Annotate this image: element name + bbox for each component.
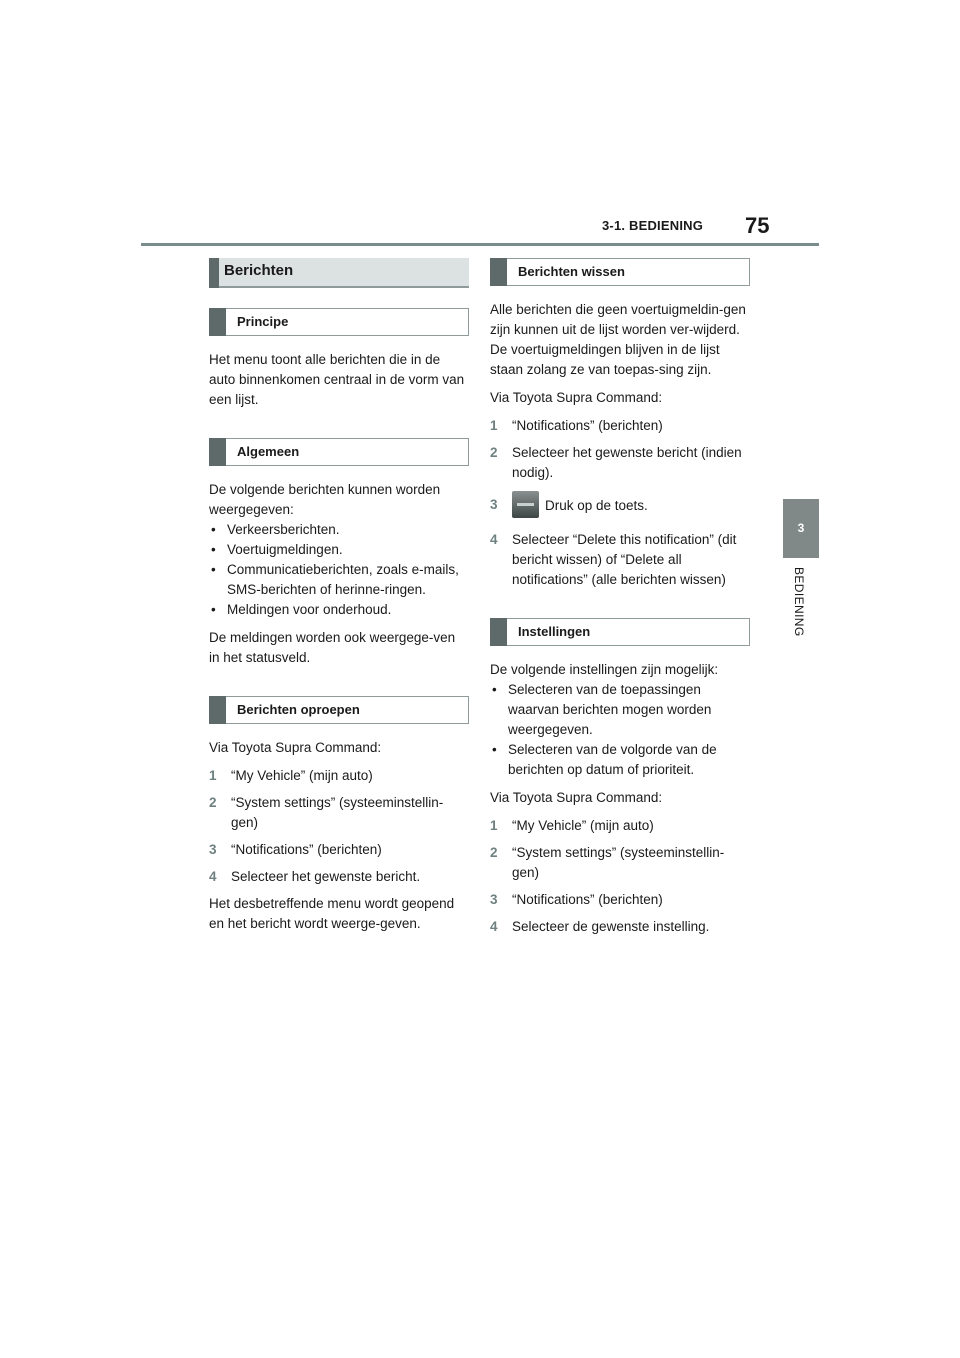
step-number: 1 <box>209 768 217 783</box>
step-text: “System settings” (systeeminstellin-gen) <box>512 845 725 880</box>
step-number: 4 <box>209 869 217 884</box>
right-column <box>490 258 750 944</box>
left-column <box>209 258 469 942</box>
step-item <box>490 495 750 518</box>
list-item: • Selecteren van de toepassingen waarvan berichten mogen worden weergegeven. <box>490 680 750 740</box>
step-text: “My Vehicle” (mijn auto) <box>231 768 373 783</box>
paragraph: Via Toyota Supra Command: <box>209 740 382 755</box>
step-number: 2 <box>209 795 217 810</box>
option-button-icon <box>512 491 539 518</box>
paragraph: Via Toyota Supra Command: <box>490 390 663 405</box>
subheading-text: Berichten oproepen <box>237 702 360 717</box>
paragraph: De meldingen worden ook weergege-ven in het statusveld. <box>209 630 456 665</box>
chapter-label: BEDIENING <box>792 567 806 637</box>
step-item <box>209 766 469 786</box>
step-number: 3 <box>490 497 498 512</box>
heading-bar <box>209 308 226 336</box>
subheading-principe <box>209 308 469 336</box>
heading-bar <box>490 618 507 646</box>
heading-bar <box>209 696 226 724</box>
subheading-wissen <box>490 258 750 286</box>
chapter-tab: 3 <box>783 499 819 558</box>
step-text: Selecteer het gewenste bericht. <box>231 869 421 884</box>
step-item <box>209 867 469 887</box>
bullet-list <box>209 520 469 620</box>
subheading-text: Principe <box>237 314 289 329</box>
subheading-text: Algemeen <box>237 444 300 459</box>
list-item: • Selecteren van de volgorde van de berichten op datum of prioriteit. <box>490 740 750 780</box>
step-text: “Notifications” (berichten) <box>512 418 663 433</box>
step-text: Selecteer het gewenste bericht (indien nodig). <box>512 445 742 480</box>
step-text: “Notifications” (berichten) <box>231 842 382 857</box>
step-number: 2 <box>490 445 498 460</box>
step-text: “My Vehicle” (mijn auto) <box>512 818 654 833</box>
step-item <box>490 816 750 836</box>
step-item <box>490 443 750 483</box>
step-item <box>209 840 469 860</box>
main-heading <box>209 258 469 288</box>
subheading-algemeen <box>209 438 469 466</box>
paragraph: Alle berichten die geen voertuigmeldin-gen zijn kunnen uit de lijst worden ver-wijderd. De voertuigmeldingen blijven in de lijst staan zolang ze van toepas-sing zijn. <box>490 302 746 377</box>
step-item <box>490 843 750 883</box>
list-item: • Meldingen voor onderhoud. <box>209 600 469 620</box>
step-item <box>490 890 750 910</box>
page-number: 75 <box>745 213 770 238</box>
heading-bar <box>490 258 507 286</box>
step-text: Druk op de toets. <box>545 498 648 514</box>
step-number: 1 <box>490 418 498 433</box>
paragraph: De volgende berichten kunnen worden weergegeven: <box>209 482 441 517</box>
step-text: “System settings” (systeeminstellin-gen) <box>231 795 444 830</box>
subheading-instellingen <box>490 618 750 646</box>
heading-bar <box>209 438 226 466</box>
step-text: Selecteer “Delete this notification” (dit bericht wissen) of “Delete all notifications” (alle berichten wissen) <box>512 532 737 587</box>
main-heading-text: Berichten <box>224 262 294 279</box>
bullet-list <box>490 680 750 780</box>
step-text: “Notifications” (berichten) <box>512 892 663 907</box>
paragraph: De volgende instellingen zijn mogelijk: <box>490 662 719 677</box>
step-item <box>490 917 750 937</box>
paragraph: Het desbetreffende menu wordt geopend en het bericht wordt weerge-geven. <box>209 896 455 931</box>
header-section-title: 3-1. BEDIENING <box>602 218 704 233</box>
subheading-text: Berichten wissen <box>518 264 625 279</box>
step-number: 1 <box>490 818 498 833</box>
list-item: • Voertuigmeldingen. <box>209 540 469 560</box>
step-text: Selecteer de gewenste instelling. <box>512 919 710 934</box>
step-number: 3 <box>209 842 217 857</box>
heading-bar <box>209 258 219 288</box>
step-number: 4 <box>490 919 498 934</box>
list-item: • Communicatieberichten, zoals e-mails, SMS-berichten of herinne-ringen. <box>209 560 469 600</box>
step-item <box>490 416 750 436</box>
subheading-oproepen <box>209 696 469 724</box>
step-item <box>490 530 750 590</box>
paragraph: Via Toyota Supra Command: <box>490 790 663 805</box>
header-rule <box>141 243 819 246</box>
list-item: • Verkeersberichten. <box>209 520 469 540</box>
step-item <box>209 793 469 833</box>
paragraph: Het menu toont alle berichten die in de auto binnenkomen centraal in de vorm van een lijst. <box>209 352 465 407</box>
step-number: 2 <box>490 845 498 860</box>
subheading-text: Instellingen <box>518 624 591 639</box>
step-number: 4 <box>490 532 498 547</box>
step-number: 3 <box>490 892 498 907</box>
